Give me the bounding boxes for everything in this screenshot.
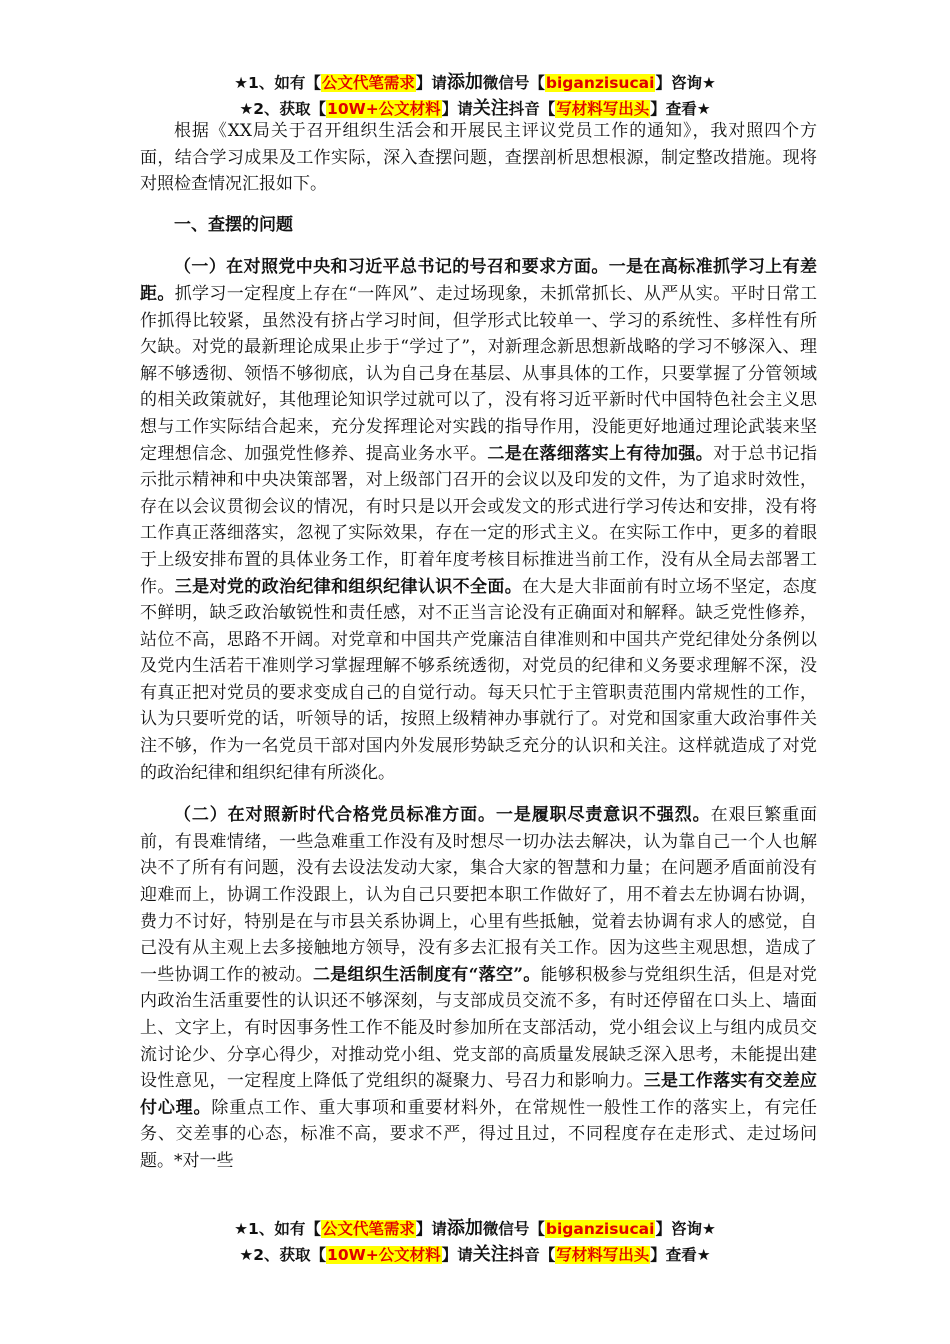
highlight-wechat-id: biganzisucai [545, 1220, 655, 1238]
section-heading: 一、查摆的问题 [174, 214, 293, 235]
highlight-materials: 10W+公文材料 [327, 100, 441, 118]
highlight-wechat-id: biganzisucai [545, 74, 655, 92]
highlight-douyin-id: 写材料写出头 [556, 1246, 650, 1264]
banner-line-2: ★2、获取【10W+公文材料】请关注抖音【写材料写出头】查看★ [239, 1244, 711, 1265]
paragraph-1: （一）在对照党中央和习近平总书记的号召和要求方面。一是在高标准抓学习上有差距。抓学习一定程度上存在“一阵风”、走过场现象，未抓常抓长、从严从实。平时日常工作抓得比较紧，虽然没有挤占学习时间，但学形式比较单一、学习的系统性、多样性有所欠缺。对党的最新理论成果止步于“学过了”，对新理念新思想新战略的学习不够深入、理解不够透彻、领悟不够彻底，认为自己身在基层、从事具体的工作，只要掌握了分管领域的相关政策就好，其他理论知识学过就可以了，没有将习近平新时代中国特色社会主义思想与工作实际结合起来，充分发挥理论对实践的指导作用，没能更好地通过理论武装来坚定理想信念、加强党性修养、提高业务水平。二是在落细落实上有待加强。对于总书记指示批示精神和中央决策部署，对上级部门召开的会议以及印发的文件，为了追求时效性，存在以会议贯彻会议的情况，有时只是以开会或发文的形式进行学习传达和安排，没有将工作真正落细落实，忽视了实际效果，存在一定的形式主义。在实际工作中，更多的着眼于上级安排布置的具体业务工作，盯着年度考核目标推进当前工作，没有从全局去部署工作。三是对党的政治纪律和组织纪律认识不全面。在大是大非面前有时立场不坚定，态度不鲜明，缺乏政治敏锐性和责任感，对不正当言论没有正确面对和解释。缺乏党性修养，站位不高，思路不开阔。对党章和中国共产党廉洁自律准则和中国共产党纪律处分条例以及党内生活若干准则学习掌握理解不够系统透彻，对党员的纪律和义务要求理解不深，没有真正把对党员的要求变成自己的自觉行动。每天只忙于主管职责范围内常规性的工作，认为只要听党的话，听领导的话，按照上级精神办事就行了。对党和国家重大政治事件关注不够，作为一名党员干部对国内外发展形势缺乏充分的认识和关注。这样就造成了对党的政治纪律和组织纪律有所淡化。 [140, 257, 818, 783]
highlight-service: 公文代笔需求 [321, 74, 415, 92]
banner-line-1: ★1、如有【公文代笔需求】请添加微信号【biganzisucai】咨询★ [234, 1218, 716, 1239]
top-banner [0, 70, 950, 122]
banner-line-1: ★1、如有【公文代笔需求】请添加微信号【biganzisucai】咨询★ [234, 72, 716, 93]
bottom-banner [0, 1216, 950, 1268]
intro-paragraph: 根据《XX局关于召开组织生活会和开展民主评议党员工作的通知》，我对照四个方面，结合学习成果及工作实际，深入查摆问题，查摆剖析思想根源，制定整改措施。现将对照检查情况汇报如下。 [140, 121, 817, 195]
highlight-materials: 10W+公文材料 [327, 1246, 441, 1264]
highlight-douyin-id: 写材料写出头 [556, 100, 650, 118]
banner-line-2: ★2、获取【10W+公文材料】请关注抖音【写材料写出头】查看★ [239, 98, 711, 119]
highlight-service: 公文代笔需求 [321, 1220, 415, 1238]
document-body [140, 118, 817, 1175]
paragraph-2: （二）在对照新时代合格党员标准方面。一是履职尽责意识不强烈。在艰巨繁重面前，有畏难情绪，一些急难重工作没有及时想尽一切办法去解决，认为靠自己一个人也解决不了所有有问题，没有去设法发动大家，集合大家的智慧和力量；在问题矛盾面前没有迎难而上，协调工作没跟上，认为自己只要把本职工作做好了，用不着去左协调右协调，费力不讨好，特别是在与市县关系协调上，心里有些抵触，觉着去协调有求人的感觉，自己没有从主观上去多接触地方领导，没有多去汇报有关工作。因为这些主观思想，造成了一些协调工作的被动。二是组织生活制度有“落空”。能够积极参与党组织生活，但是对党内政治生活重要性的认识还不够深刻，与支部成员交流不多，有时还停留在口头上、墙面上、文字上，有时因事务性工作不能及时参加所在支部活动，党小组会议上与组内成员交流讨论少、分享心得少，对推动党小组、党支部的高质量发展缺乏深入思考，未能提出建设性意见，一定程度上降低了党组织的凝聚力、号召力和影响力。三是工作落实有交差应付心理。除重点工作、重大事项和重要材料外，在常规性一般性工作的落实上，有完任务、交差事的心态，标准不高，要求不严，得过且过，不同程度存在走形式、走过场问题。*对一些 [140, 805, 818, 1171]
